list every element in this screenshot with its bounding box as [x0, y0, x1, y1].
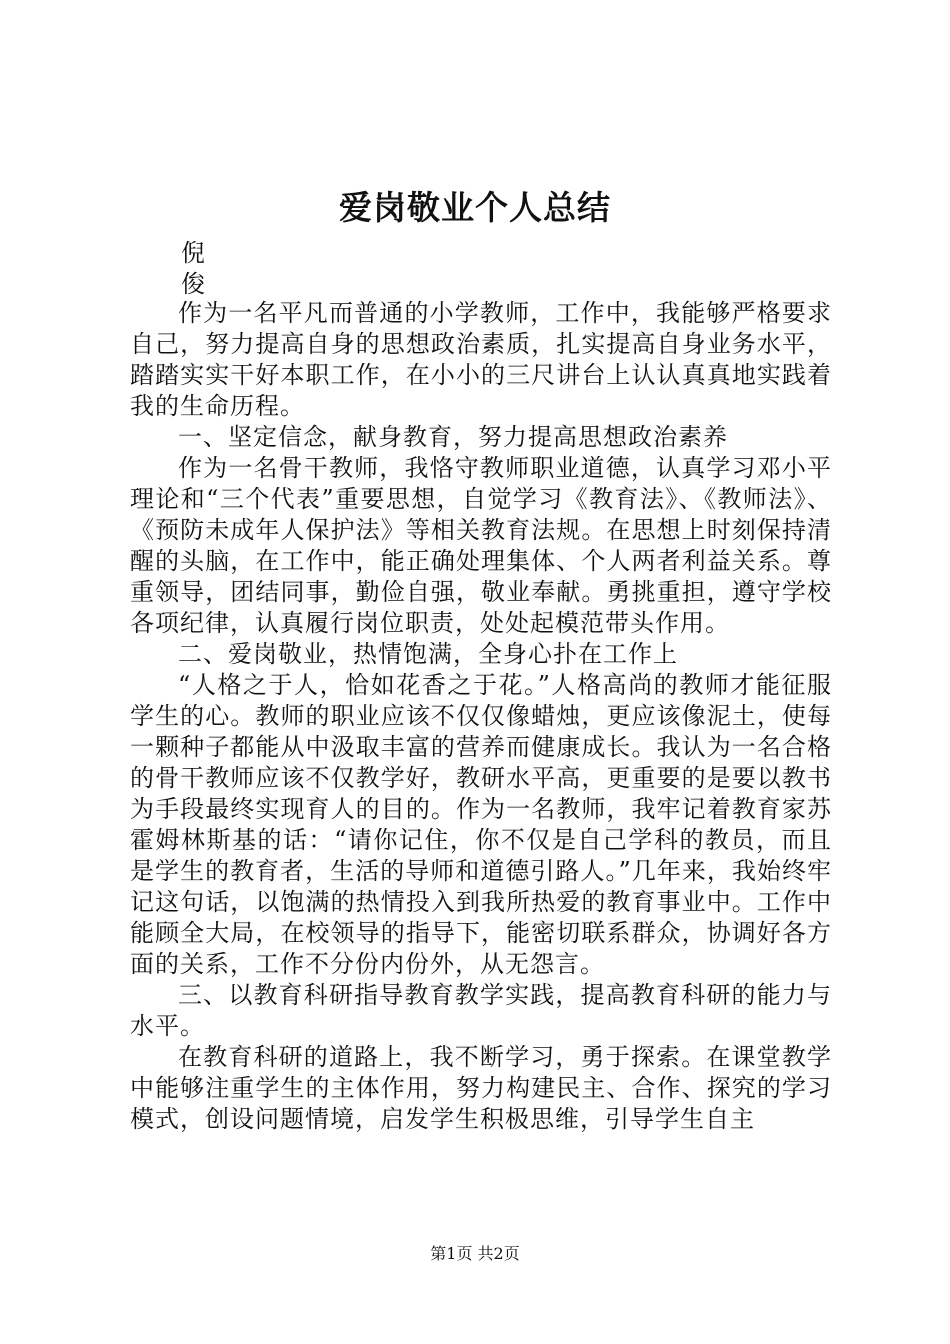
- page-footer: 第1页 共2页: [430, 1244, 520, 1263]
- paragraph-section-2: “人格之于人，恰如花香之于花。”人格高尚的教师才能征服学生的心。教师的职业应该不仅仅像蜡烛，更应该像泥土，使每一颗种子都能从中汲取丰富的营养而健康成长。我认为一名合格的骨干教师应该不仅教学好，教研水平高，更重要的是要以教书为手段最终实现育人的目的。作为一名教师，我牢记着教育家苏霍姆林斯基的话：“请你记住，你不仅是自己学科的教员，而且是学生的教育者，生活的导师和道德引路人。”几年来，我始终牢记这句话，以饱满的热情投入到我所热爱的教育事业中。工作中能顾全大局，在校领导的指导下，能密切联系群众，协调好各方面的关系，工作不分份内份外，从无怨言。: [130, 671, 832, 978]
- section-heading-2: 二、爱岗敬业，热情饱满，全身心扑在工作上: [178, 640, 678, 668]
- author-char: 俊: [181, 270, 205, 298]
- author-name: [181, 238, 205, 300]
- paragraph-intro: 作为一名平凡而普通的小学教师，工作中，我能够严格要求自己，努力提高自身的思想政治素质，扎实提高自身业务水平，踏踏实实干好本职工作，在小小的三尺讲台上认认真真地实践着我的生命历程。: [130, 299, 832, 420]
- document-body: [130, 298, 832, 1135]
- document-title: 爱岗敬业个人总结: [339, 188, 611, 227]
- author-char: 倪: [181, 239, 205, 267]
- section-heading-3: 三、以教育科研指导教育教学实践，提高教育科研的能力与水平。: [130, 981, 832, 1040]
- paragraph-section-1: 作为一名骨干教师，我恪守教师职业道德，认真学习邓小平理论和“三个代表”重要思想，自觉学习《教育法》、《教师法》、《预防未成年人保护法》等相关教育法规。在思想上时刻保持清醒的头脑，在工作中，能正确处理集体、个人两者利益关系。尊重领导，团结同事，勤俭自强，敬业奉献。勇挑重担，遵守学校各项纪律，认真履行岗位职责，处处起模范带头作用。: [130, 454, 832, 637]
- paragraph-section-3: 在教育科研的道路上，我不断学习，勇于探索。在课堂教学中能够注重学生的主体作用，努力构建民主、合作、探究的学习模式，创设问题情境，启发学生积极思维，引导学生自主: [130, 1043, 832, 1133]
- section-heading-1: 一、坚定信念，献身教育，努力提高思想政治素养: [178, 423, 728, 451]
